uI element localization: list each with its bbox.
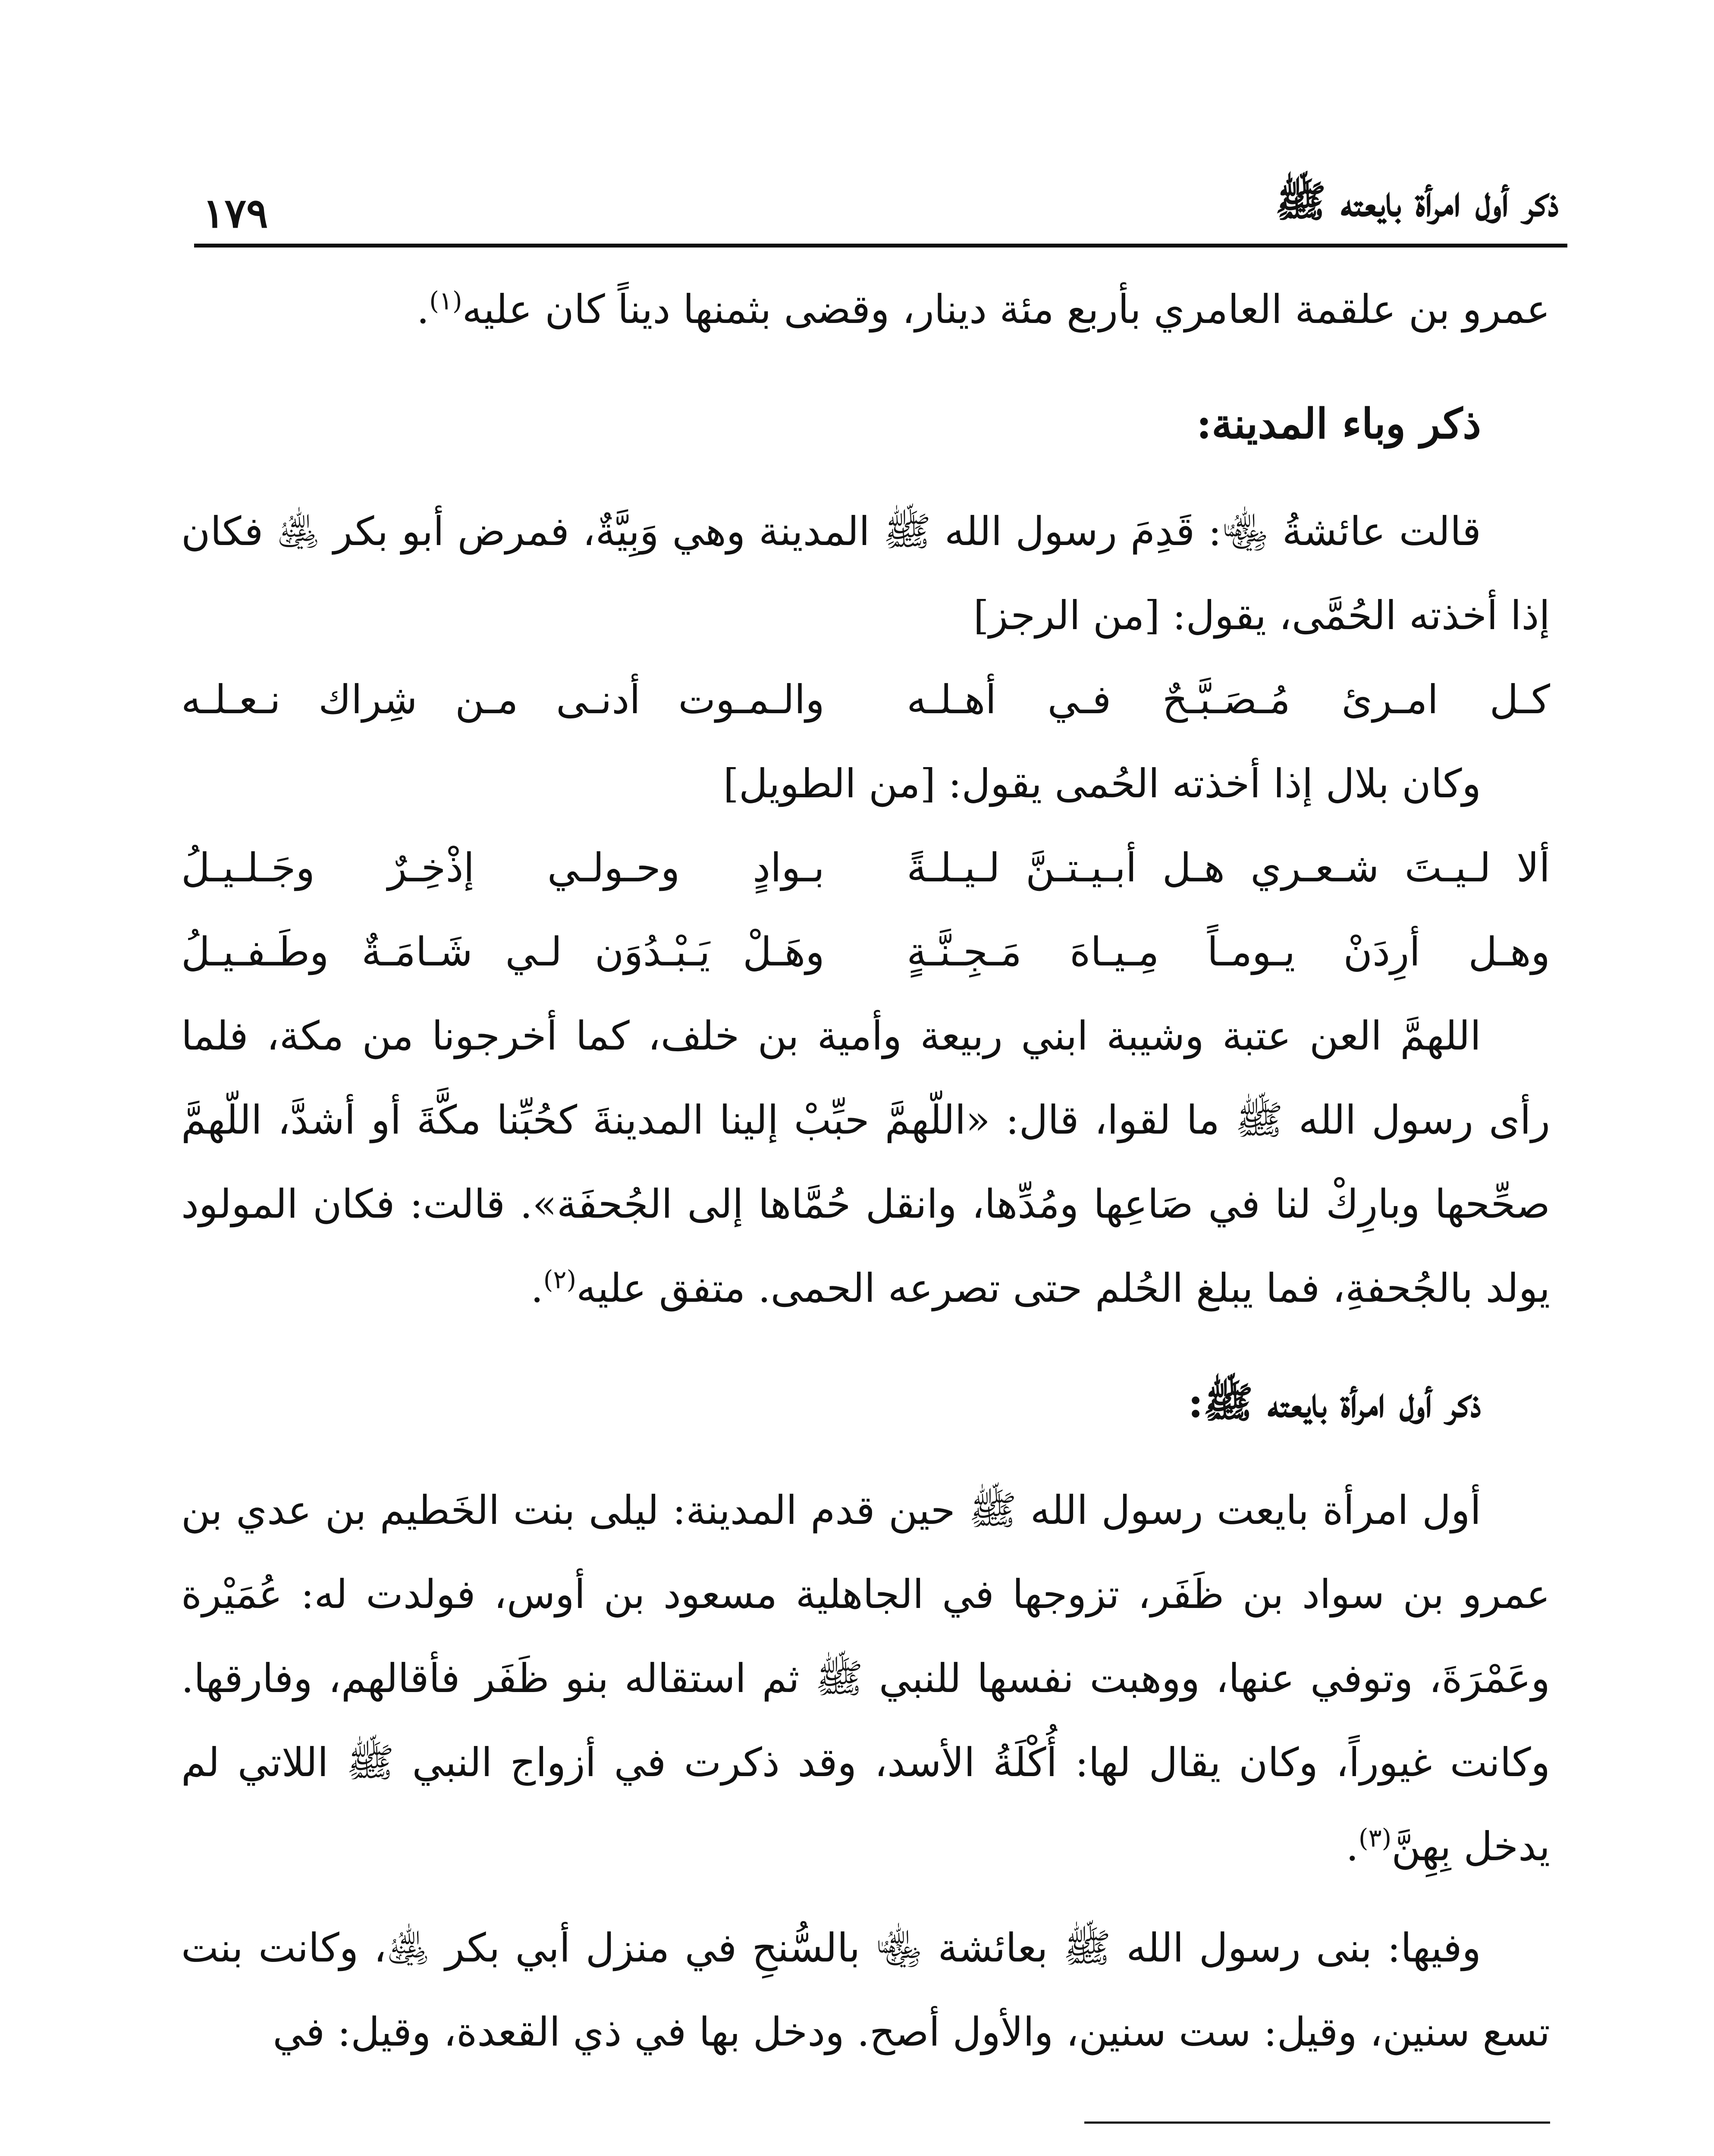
footnote-ref: (٣) [1358,1823,1392,1853]
verse-hemistich-second: وهَـلْ يَـبْـدُوَن لـي شَـامَـةٌ وطَـفـيـلُ [181,929,825,975]
paragraph-layla [181,1468,1550,1889]
verse-line [181,826,1550,910]
section-heading-medina-epidemic: ذكر وباء المدينة: [1196,399,1481,448]
paragraph-prayer [181,994,1550,1330]
header-rule [194,244,1567,248]
paragraph-continuation [181,267,1550,351]
verse-hemistich-second: بـوادٍ وحـولـي إذْخِـرٌ وجَـلـيـلُ [181,845,825,891]
paragraph-text: اللهمَّ العن عتبة وشيبة ابني ربيعة وأمية بن خلف، كما أخرجونا من مكة، فلما رأى رسول الله ﷺ ما لقوا، قال: «اللّهمَّ حبِّبْ إلينا المدينةَ كحُبِّنا مكَّةَ أو أشدَّ، اللّهمَّ صحِّحها وبارِكْ لنا في صَاعِها ومُدِّها، وانقل حُمَّاها إلى الجُحفَة». قالت: فكان المولود يولد بالجُحفةِ، فما يبلغ الحُلم حتى تصرعه الحمى. متفق عليه [181,1013,1550,1311]
paragraph-end: . [416,286,430,332]
footnote-ref: (٢) [543,1265,577,1294]
verse-hemistich-first: كـل امـرئ مُـصَـبَّـحٌ فـي أهـلـه [907,677,1550,723]
verse-hemistich-first: وهـل أرِدَنْ يـومـاً مِـيـاهَ مَـجِـنَّـةٍ [907,929,1550,975]
section-heading-first-woman: ذكر أول امرأة بايعته ﷺ: [1188,1378,1481,1427]
footnote-1 [181,2145,1550,2156]
verse-line [181,658,1550,742]
paragraph-text: أول امرأة بايعت رسول الله ﷺ حين قدم المدينة: ليلى بنت الخَطيم بن عدي بن عمرو بن سواد بن ظَفَر، تزوجها في الجاهلية مسعود بن أوس، فولدت له: عُمَيْرة وعَمْرَةَ، وتوفي عنها، ووهبت نفسها للنبي ﷺ ثم استقاله بنو ظَفَر فأقالهم، وفارقها. وكانت غيوراً، وكان يقال لها: أُكْلَةُ الأسد، وقد ذكرت في أزواج النبي ﷺ اللاتي لم يدخل بِهِنَّ [181,1487,1550,1870]
main-text [181,267,1550,2074]
footnote-rule [1084,2122,1550,2124]
paragraph-aisha: قالت عائشةُ ﵄: قَدِمَ رسول الله ﷺ المدينة وهي وَبِيَّةٌ، فمرض أبو بكر ﵁ فكان إذا أخذته الحُمَّى، يقول: [من الرجز] [181,508,1550,639]
verse-line [181,910,1550,994]
paragraph-end: . [531,1265,543,1311]
verse-hemistich-second: والـمـوت أدنـى مـن شِراك نـعـلـه [181,677,825,723]
paragraph-bilal: وكان بلال إذا أخذته الحُمى يقول: [من الطويل] [723,761,1481,807]
footnotes [181,2145,1550,2156]
page-number: ١٧٩ [203,190,268,237]
verse-hemistich-first: ألا لـيـتَ شـعـري هـل أبـيـتـنَّ لـيـلـةً [907,845,1550,891]
running-header [203,164,1559,237]
paragraph-marriage: وفيها: بنى رسول الله ﷺ بعائشة ﵄ بالسُّنحِ في منزل أبي بكر ﵁، وكانت بنت تسع سنين، وقيل: ست سنين، والأول أصح. ودخل بها في ذي القعدة، وقيل: في [181,1925,1550,2055]
footnote-ref: (١) [429,286,462,316]
paragraph-text: عمرو بن علقمة العامري بأربع مئة دينار، وقضى بثمنها ديناً كان عليه [462,286,1550,332]
paragraph-end: . [1346,1824,1359,1870]
header-title: ذكر أول امرأة بايعته ﷺ [1275,177,1559,226]
